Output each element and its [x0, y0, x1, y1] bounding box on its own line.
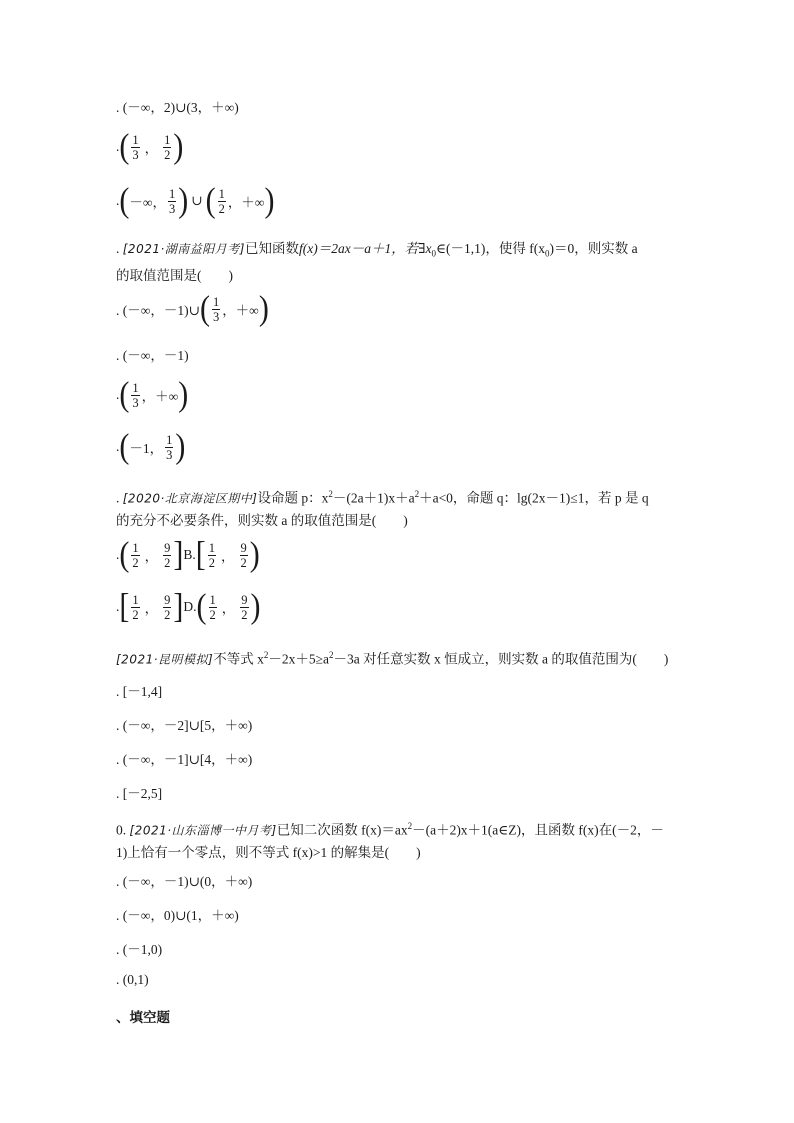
option-text: . (－∞，2)∪(3，＋∞) — [116, 100, 239, 115]
question-8-option-c — [116, 375, 189, 414]
left-paren: ( — [119, 127, 130, 166]
question-8-option-b — [116, 344, 189, 364]
left-paren: ( — [119, 181, 130, 220]
stem-text: ∈(－1,1)，使得 f(x — [436, 241, 545, 256]
stem-text: －2x＋5≥a — [268, 651, 329, 667]
question-10-option-a — [116, 680, 162, 700]
denominator: 3 — [212, 309, 220, 324]
source-tag: [2021·湖南益阳月考] — [122, 242, 245, 256]
denominator: 3 — [132, 395, 139, 410]
question-8-option-d — [116, 427, 186, 466]
source-tag: [2021·昆明模拟] — [116, 652, 214, 667]
question-number: 0. — [116, 822, 127, 838]
denominator: 2 — [164, 147, 171, 162]
denominator: 2 — [218, 201, 225, 216]
denominator: 2 — [164, 607, 171, 622]
stem-text: ＋a<0，命题 q：lg(2x－1)≤1，若 p 是 q — [419, 490, 649, 506]
prev-option-a — [116, 96, 239, 116]
option-text: . [－1,4] — [116, 684, 163, 699]
right-paren: ) — [250, 587, 261, 626]
left-paren: ( — [119, 375, 130, 414]
right-paren: ) — [173, 127, 184, 166]
numerator: 9 — [241, 592, 248, 607]
right-bracket: ] — [173, 535, 184, 574]
numerator: 1 — [218, 186, 225, 201]
union-symbol: ∪ — [191, 193, 203, 208]
fraction — [209, 593, 217, 622]
right-paren: ) — [175, 427, 186, 466]
question-11-option-a — [116, 870, 252, 890]
comma: ， — [221, 601, 236, 616]
fraction — [131, 133, 139, 162]
denominator: 2 — [208, 555, 216, 570]
numerator: 1 — [212, 294, 220, 309]
numerator: 1 — [132, 380, 139, 395]
numerator: 1 — [164, 132, 171, 147]
numerator: 1 — [132, 592, 139, 607]
numerator: 1 — [209, 592, 216, 607]
denominator: 2 — [132, 607, 139, 622]
question-10-stem — [116, 645, 696, 671]
option-text: . (－∞，0)∪(1，＋∞) — [116, 908, 239, 923]
option-text: －1， — [129, 441, 164, 456]
fraction — [131, 381, 139, 410]
stem-text: 已知函数 — [244, 241, 299, 256]
superscript: 2 — [414, 489, 420, 499]
fraction — [218, 187, 226, 216]
fraction — [163, 593, 171, 622]
option-prefix: . — [116, 387, 120, 402]
numerator: 1 — [169, 186, 176, 201]
option-text: ，＋∞ — [222, 303, 259, 318]
left-bracket: [ — [119, 587, 130, 626]
left-paren: ( — [196, 587, 207, 626]
option-label: D. — [183, 599, 197, 614]
question-10-option-c — [116, 748, 252, 768]
numerator: 9 — [164, 592, 171, 607]
numerator: 1 — [166, 432, 173, 447]
option-prefix: . — [116, 439, 120, 454]
stem-text: 1)上恰有一个零点，则不等式 f(x)>1 的解集是( ) — [116, 844, 421, 860]
question-11-option-d — [116, 972, 149, 988]
superscript: 2 — [407, 821, 413, 831]
option-text: . (－1,0) — [116, 942, 163, 957]
question-9-stem — [116, 484, 676, 531]
stem-text: 的充分不必要条件，则实数 a 的取值范围是( ) — [116, 512, 408, 528]
fraction — [131, 593, 139, 622]
option-text: . (－∞，－1)∪(0，＋∞) — [116, 874, 253, 889]
fraction — [168, 187, 176, 216]
comma: ， — [144, 141, 159, 156]
fraction — [131, 541, 139, 570]
option-text: ，＋∞ — [141, 389, 179, 404]
denominator: 2 — [164, 555, 171, 570]
subscript: 0 — [545, 248, 550, 259]
option-text: . (－∞，－1]∪[4，＋∞) — [116, 752, 253, 767]
question-number: . — [116, 490, 120, 506]
fraction — [240, 541, 248, 570]
numerator: 9 — [240, 540, 247, 555]
option-text: －∞， — [129, 195, 166, 210]
fraction — [240, 593, 248, 622]
option-text: ，＋∞ — [227, 195, 265, 210]
denominator: 3 — [132, 147, 139, 162]
question-9-options-cd — [116, 587, 261, 626]
stem-text: f(x)＝2ax－a＋1，若∃x — [298, 241, 432, 256]
right-paren: ) — [178, 375, 189, 414]
comma: ， — [144, 549, 159, 564]
denominator: 3 — [166, 447, 173, 462]
question-11-option-b — [116, 904, 239, 924]
fraction — [208, 541, 216, 570]
left-paren: ( — [119, 535, 130, 574]
left-paren: ( — [119, 427, 130, 466]
comma: ， — [221, 549, 235, 564]
option-prefix: . — [116, 139, 120, 154]
left-bracket: [ — [195, 535, 206, 574]
superscript: 2 — [328, 489, 333, 499]
comma: ， — [144, 601, 159, 616]
prev-option-b — [116, 127, 184, 166]
right-bracket: ] — [173, 587, 184, 626]
question-8-stem — [116, 238, 676, 286]
numerator: 9 — [164, 540, 171, 555]
denominator: 2 — [240, 555, 247, 570]
prev-option-c — [116, 181, 275, 220]
option-text: . (－∞，－1) — [116, 348, 189, 363]
stem-text: －(a＋2)x＋1(a∈Z)，且函数 f(x)在(－2，－ — [412, 822, 664, 838]
question-9-options-ab — [116, 535, 260, 574]
option-prefix: . — [116, 599, 120, 614]
fraction — [163, 541, 171, 570]
option-text: . [－2,5] — [116, 786, 163, 801]
option-text: . (－∞，－1)∪ — [116, 303, 200, 318]
right-paren: ) — [258, 289, 269, 328]
option-label: B. — [183, 547, 196, 562]
stem-text: )＝0，则实数 a — [549, 241, 638, 256]
left-paren: ( — [199, 289, 210, 328]
question-8-option-a — [116, 289, 269, 328]
numerator: 1 — [132, 540, 139, 555]
numerator: 1 — [208, 540, 216, 555]
question-11-stem — [116, 816, 696, 863]
question-10-option-d — [116, 782, 162, 802]
question-11-option-c — [116, 938, 162, 958]
denominator: 3 — [169, 201, 176, 216]
option-prefix: . — [116, 193, 120, 208]
stem-text: 不等式 x — [213, 651, 264, 667]
denominator: 2 — [241, 607, 248, 622]
denominator: 2 — [209, 607, 216, 622]
option-text: . (0,1) — [116, 972, 149, 987]
option-text: . (－∞，－2]∪[5，＋∞) — [116, 718, 253, 733]
fraction — [163, 133, 171, 162]
subscript: 0 — [431, 248, 437, 259]
superscript: 2 — [329, 650, 334, 660]
section-title: 、填空题 — [116, 1010, 170, 1025]
fraction — [212, 295, 220, 324]
stem-text: 已知二次函数 f(x)＝ax — [276, 822, 408, 838]
stem-text: 设命题 p：x — [257, 490, 329, 506]
denominator: 2 — [132, 555, 139, 570]
right-paren: ) — [178, 181, 189, 220]
stem-text: 的取值范围是( ) — [116, 267, 233, 283]
section-heading — [116, 1006, 170, 1026]
fraction — [165, 433, 173, 462]
option-prefix: . — [116, 547, 120, 562]
superscript: 2 — [263, 650, 269, 660]
right-paren: ) — [249, 535, 260, 574]
question-10-option-b — [116, 714, 252, 734]
numerator: 1 — [132, 132, 139, 147]
right-paren: ) — [264, 181, 275, 220]
stem-text: －(2a＋1)x＋a — [332, 490, 415, 506]
source-tag: [2021·山东淄博一中月考] — [129, 823, 277, 838]
question-number: . — [116, 241, 120, 256]
left-paren: ( — [205, 181, 216, 220]
source-tag: [2020·北京海淀区期中] — [122, 491, 258, 506]
stem-text: －3a 对任意实数 x 恒成立，则实数 a 的取值范围为( ) — [333, 651, 669, 667]
